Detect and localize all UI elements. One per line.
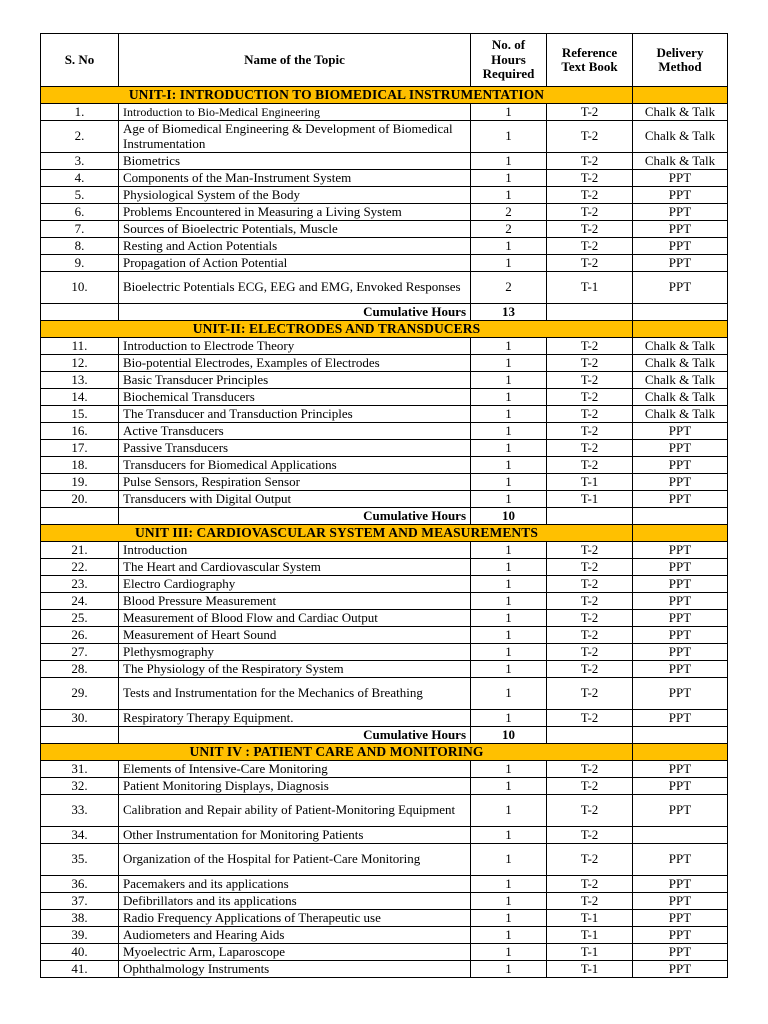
cumulative-hours-row: [41, 304, 728, 321]
reference-cell: T-2: [547, 827, 633, 844]
serial-number-cell: 19.: [41, 474, 119, 491]
serial-number-cell: 3.: [41, 153, 119, 170]
cumulative-hours-value: 10: [471, 508, 547, 525]
hours-cell: 1: [471, 559, 547, 576]
topic-cell: Myoelectric Arm, Laparoscope: [119, 944, 471, 961]
topic-cell: Defibrillators and its applications: [119, 893, 471, 910]
topic-cell: Sources of Bioelectric Potentials, Muscle: [119, 221, 471, 238]
hours-cell: 1: [471, 338, 547, 355]
topic-cell: Propagation of Action Potential: [119, 255, 471, 272]
serial-number-cell: 25.: [41, 610, 119, 627]
table-row: [41, 338, 728, 355]
table-row: [41, 893, 728, 910]
topic-cell: Components of the Man-Instrument System: [119, 170, 471, 187]
delivery-method-cell: PPT: [633, 961, 728, 978]
delivery-method-cell: Chalk & Talk: [633, 389, 728, 406]
reference-cell: T-2: [547, 170, 633, 187]
serial-number-cell: 31.: [41, 761, 119, 778]
topic-cell: Audiometers and Hearing Aids: [119, 927, 471, 944]
topic-cell: Biochemical Transducers: [119, 389, 471, 406]
header-topic: Name of the Topic: [119, 34, 471, 87]
reference-cell: T-2: [547, 678, 633, 710]
header-reference: Reference Text Book: [547, 34, 633, 87]
hours-cell: 1: [471, 961, 547, 978]
hours-cell: 1: [471, 423, 547, 440]
delivery-method-cell: PPT: [633, 644, 728, 661]
topic-cell: Age of Biomedical Engineering & Development of Biomedical Instrumentation: [119, 121, 471, 153]
unit-heading-blank-cell: [633, 744, 728, 761]
hours-cell: 1: [471, 153, 547, 170]
topic-cell: Physiological System of the Body: [119, 187, 471, 204]
unit-heading-blank-cell: [633, 321, 728, 338]
table-row: [41, 559, 728, 576]
hours-cell: 1: [471, 440, 547, 457]
table-row: [41, 372, 728, 389]
serial-number-cell: 41.: [41, 961, 119, 978]
reference-cell: T-2: [547, 761, 633, 778]
serial-number-cell: 29.: [41, 678, 119, 710]
hours-cell: 1: [471, 827, 547, 844]
unit-title: UNIT III: CARDIOVASCULAR SYSTEM AND MEASUREMENTS: [41, 525, 633, 542]
header-hours: No. of Hours Required: [471, 34, 547, 87]
reference-cell: T-1: [547, 927, 633, 944]
serial-number-cell: 20.: [41, 491, 119, 508]
serial-number-cell: 36.: [41, 876, 119, 893]
table-body: [41, 87, 728, 978]
table-row: [41, 627, 728, 644]
reference-cell: T-2: [547, 121, 633, 153]
delivery-method-cell: PPT: [633, 170, 728, 187]
delivery-method-cell: Chalk & Talk: [633, 355, 728, 372]
table-row: [41, 542, 728, 559]
hours-cell: 1: [471, 944, 547, 961]
reference-cell: T-2: [547, 778, 633, 795]
serial-number-cell: 37.: [41, 893, 119, 910]
table-row: [41, 440, 728, 457]
delivery-method-cell: PPT: [633, 761, 728, 778]
header-delivery: Delivery Method: [633, 34, 728, 87]
serial-number-cell: 33.: [41, 795, 119, 827]
unit-title: UNIT-II: ELECTRODES AND TRANSDUCERS: [41, 321, 633, 338]
topic-cell: Respiratory Therapy Equipment.: [119, 710, 471, 727]
hours-cell: 1: [471, 910, 547, 927]
delivery-method-cell: PPT: [633, 238, 728, 255]
hours-cell: 1: [471, 406, 547, 423]
table-row: [41, 576, 728, 593]
hours-cell: 1: [471, 542, 547, 559]
serial-number-cell: 23.: [41, 576, 119, 593]
topic-cell: Passive Transducers: [119, 440, 471, 457]
table-row: [41, 121, 728, 153]
serial-number-cell: 18.: [41, 457, 119, 474]
delivery-method-cell: PPT: [633, 778, 728, 795]
reference-cell: T-2: [547, 610, 633, 627]
topic-cell: Tests and Instrumentation for the Mechanics of Breathing: [119, 678, 471, 710]
cumulative-blank-cell: [633, 508, 728, 525]
hours-cell: 1: [471, 761, 547, 778]
table-row: [41, 644, 728, 661]
cumulative-blank-cell: [41, 304, 119, 321]
hours-cell: 1: [471, 457, 547, 474]
topic-cell: Bio-potential Electrodes, Examples of Electrodes: [119, 355, 471, 372]
table-row: [41, 593, 728, 610]
delivery-method-cell: PPT: [633, 457, 728, 474]
table-row: [41, 876, 728, 893]
table-row: [41, 170, 728, 187]
serial-number-cell: 9.: [41, 255, 119, 272]
hours-cell: 1: [471, 576, 547, 593]
hours-cell: 1: [471, 778, 547, 795]
table-row: [41, 238, 728, 255]
serial-number-cell: 21.: [41, 542, 119, 559]
table-row: [41, 761, 728, 778]
serial-number-cell: 17.: [41, 440, 119, 457]
reference-cell: T-1: [547, 474, 633, 491]
table-row: [41, 255, 728, 272]
topic-cell: Introduction to Bio-Medical Engineering: [119, 104, 471, 121]
delivery-method-cell: PPT: [633, 576, 728, 593]
delivery-method-cell: Chalk & Talk: [633, 372, 728, 389]
delivery-method-cell: PPT: [633, 944, 728, 961]
delivery-method-cell: PPT: [633, 910, 728, 927]
table-row: [41, 406, 728, 423]
unit-heading-blank-cell: [633, 87, 728, 104]
reference-cell: T-2: [547, 440, 633, 457]
serial-number-cell: 10.: [41, 272, 119, 304]
reference-cell: T-2: [547, 255, 633, 272]
lesson-plan-table: [40, 33, 728, 978]
table-row: [41, 355, 728, 372]
hours-cell: 1: [471, 661, 547, 678]
reference-cell: T-2: [547, 893, 633, 910]
hours-cell: 1: [471, 610, 547, 627]
reference-cell: T-2: [547, 457, 633, 474]
table-row: [41, 778, 728, 795]
table-row: [41, 474, 728, 491]
reference-cell: T-1: [547, 910, 633, 927]
serial-number-cell: 26.: [41, 627, 119, 644]
hours-cell: 1: [471, 104, 547, 121]
topic-cell: Active Transducers: [119, 423, 471, 440]
delivery-method-cell: Chalk & Talk: [633, 121, 728, 153]
serial-number-cell: 27.: [41, 644, 119, 661]
table-row: [41, 827, 728, 844]
hours-cell: 1: [471, 491, 547, 508]
reference-cell: T-2: [547, 576, 633, 593]
topic-cell: Measurement of Heart Sound: [119, 627, 471, 644]
table-row: [41, 710, 728, 727]
hours-cell: 1: [471, 876, 547, 893]
topic-cell: Organization of the Hospital for Patient-Care Monitoring: [119, 844, 471, 876]
delivery-method-cell: PPT: [633, 661, 728, 678]
reference-cell: T-2: [547, 221, 633, 238]
reference-cell: T-2: [547, 710, 633, 727]
topic-cell: The Transducer and Transduction Principles: [119, 406, 471, 423]
table-row: [41, 944, 728, 961]
header-row: [41, 34, 728, 87]
cumulative-blank-cell: [633, 304, 728, 321]
unit-title: UNIT IV : PATIENT CARE AND MONITORING: [41, 744, 633, 761]
topic-cell: Introduction to Electrode Theory: [119, 338, 471, 355]
reference-cell: T-1: [547, 491, 633, 508]
serial-number-cell: 11.: [41, 338, 119, 355]
table-row: [41, 187, 728, 204]
serial-number-cell: 7.: [41, 221, 119, 238]
serial-number-cell: 39.: [41, 927, 119, 944]
serial-number-cell: 28.: [41, 661, 119, 678]
hours-cell: 1: [471, 893, 547, 910]
serial-number-cell: 6.: [41, 204, 119, 221]
reference-cell: T-2: [547, 187, 633, 204]
topic-cell: Measurement of Blood Flow and Cardiac Output: [119, 610, 471, 627]
table-row: [41, 795, 728, 827]
topic-cell: The Heart and Cardiovascular System: [119, 559, 471, 576]
topic-cell: Basic Transducer Principles: [119, 372, 471, 389]
cumulative-hours-label: Cumulative Hours: [119, 508, 471, 525]
cumulative-blank-cell: [547, 727, 633, 744]
hours-cell: 1: [471, 795, 547, 827]
delivery-method-cell: Chalk & Talk: [633, 406, 728, 423]
topic-cell: Other Instrumentation for Monitoring Patients: [119, 827, 471, 844]
table-row: [41, 423, 728, 440]
delivery-method-cell: PPT: [633, 559, 728, 576]
unit-heading-row: [41, 87, 728, 104]
serial-number-cell: 24.: [41, 593, 119, 610]
hours-cell: 1: [471, 678, 547, 710]
cumulative-blank-cell: [41, 727, 119, 744]
cumulative-hours-value: 13: [471, 304, 547, 321]
reference-cell: T-2: [547, 423, 633, 440]
delivery-method-cell: PPT: [633, 593, 728, 610]
reference-cell: T-1: [547, 272, 633, 304]
hours-cell: 2: [471, 272, 547, 304]
hours-cell: 1: [471, 593, 547, 610]
reference-cell: T-2: [547, 238, 633, 255]
topic-cell: Biometrics: [119, 153, 471, 170]
topic-cell: Radio Frequency Applications of Therapeutic use: [119, 910, 471, 927]
reference-cell: T-2: [547, 338, 633, 355]
reference-cell: T-2: [547, 627, 633, 644]
delivery-method-cell: PPT: [633, 440, 728, 457]
delivery-method-cell: PPT: [633, 204, 728, 221]
table-row: [41, 610, 728, 627]
reference-cell: T-1: [547, 961, 633, 978]
topic-cell: Ophthalmology Instruments: [119, 961, 471, 978]
reference-cell: T-2: [547, 542, 633, 559]
reference-cell: T-2: [547, 372, 633, 389]
delivery-method-cell: PPT: [633, 795, 728, 827]
unit-heading-row: [41, 744, 728, 761]
reference-cell: T-2: [547, 406, 633, 423]
topic-cell: The Physiology of the Respiratory System: [119, 661, 471, 678]
reference-cell: T-2: [547, 844, 633, 876]
table-row: [41, 457, 728, 474]
topic-cell: Pacemakers and its applications: [119, 876, 471, 893]
unit-heading-blank-cell: [633, 525, 728, 542]
serial-number-cell: 30.: [41, 710, 119, 727]
hours-cell: 1: [471, 644, 547, 661]
hours-cell: 1: [471, 474, 547, 491]
hours-cell: 1: [471, 844, 547, 876]
unit-title: UNIT-I: INTRODUCTION TO BIOMEDICAL INSTRUMENTATION: [41, 87, 633, 104]
hours-cell: 1: [471, 372, 547, 389]
unit-heading-row: [41, 321, 728, 338]
hours-cell: 1: [471, 927, 547, 944]
cumulative-blank-cell: [633, 727, 728, 744]
serial-number-cell: 5.: [41, 187, 119, 204]
delivery-method-cell: PPT: [633, 610, 728, 627]
delivery-method-cell: PPT: [633, 272, 728, 304]
cumulative-hours-row: [41, 727, 728, 744]
hours-cell: 1: [471, 255, 547, 272]
reference-cell: T-2: [547, 593, 633, 610]
delivery-method-cell: PPT: [633, 627, 728, 644]
table-row: [41, 661, 728, 678]
serial-number-cell: 34.: [41, 827, 119, 844]
cumulative-hours-value: 10: [471, 727, 547, 744]
table-row: [41, 678, 728, 710]
delivery-method-cell: Chalk & Talk: [633, 104, 728, 121]
hours-cell: 2: [471, 221, 547, 238]
reference-cell: T-2: [547, 876, 633, 893]
hours-cell: 1: [471, 121, 547, 153]
reference-cell: T-2: [547, 355, 633, 372]
cumulative-blank-cell: [41, 508, 119, 525]
delivery-method-cell: PPT: [633, 474, 728, 491]
delivery-method-cell: PPT: [633, 678, 728, 710]
delivery-method-cell: PPT: [633, 893, 728, 910]
serial-number-cell: 22.: [41, 559, 119, 576]
delivery-method-cell: PPT: [633, 221, 728, 238]
serial-number-cell: 16.: [41, 423, 119, 440]
serial-number-cell: 1.: [41, 104, 119, 121]
serial-number-cell: 14.: [41, 389, 119, 406]
topic-cell: Transducers with Digital Output: [119, 491, 471, 508]
cumulative-hours-label: Cumulative Hours: [119, 304, 471, 321]
table-row: [41, 153, 728, 170]
delivery-method-cell: PPT: [633, 844, 728, 876]
delivery-method-cell: PPT: [633, 542, 728, 559]
serial-number-cell: 13.: [41, 372, 119, 389]
hours-cell: 1: [471, 238, 547, 255]
reference-cell: T-1: [547, 944, 633, 961]
serial-number-cell: 12.: [41, 355, 119, 372]
topic-cell: Transducers for Biomedical Applications: [119, 457, 471, 474]
delivery-method-cell: PPT: [633, 423, 728, 440]
unit-heading-row: [41, 525, 728, 542]
serial-number-cell: 40.: [41, 944, 119, 961]
topic-cell: Resting and Action Potentials: [119, 238, 471, 255]
topic-cell: Patient Monitoring Displays, Diagnosis: [119, 778, 471, 795]
topic-cell: Electro Cardiography: [119, 576, 471, 593]
hours-cell: 1: [471, 389, 547, 406]
delivery-method-cell: [633, 827, 728, 844]
topic-cell: Problems Encountered in Measuring a Living System: [119, 204, 471, 221]
table-row: [41, 927, 728, 944]
topic-cell: Calibration and Repair ability of Patient-Monitoring Equipment: [119, 795, 471, 827]
table-row: [41, 491, 728, 508]
reference-cell: T-2: [547, 104, 633, 121]
delivery-method-cell: PPT: [633, 927, 728, 944]
cumulative-hours-label: Cumulative Hours: [119, 727, 471, 744]
topic-cell: Introduction: [119, 542, 471, 559]
delivery-method-cell: PPT: [633, 255, 728, 272]
table-row: [41, 389, 728, 406]
header-sno: S. No: [41, 34, 119, 87]
serial-number-cell: 32.: [41, 778, 119, 795]
serial-number-cell: 35.: [41, 844, 119, 876]
delivery-method-cell: PPT: [633, 491, 728, 508]
cumulative-blank-cell: [547, 508, 633, 525]
delivery-method-cell: Chalk & Talk: [633, 338, 728, 355]
serial-number-cell: 2.: [41, 121, 119, 153]
topic-cell: Plethysmography: [119, 644, 471, 661]
topic-cell: Bioelectric Potentials ECG, EEG and EMG, Envoked Responses: [119, 272, 471, 304]
table-row: [41, 221, 728, 238]
delivery-method-cell: PPT: [633, 876, 728, 893]
table-row: [41, 104, 728, 121]
hours-cell: 1: [471, 355, 547, 372]
cumulative-hours-row: [41, 508, 728, 525]
table-row: [41, 844, 728, 876]
hours-cell: 1: [471, 170, 547, 187]
table-row: [41, 910, 728, 927]
cumulative-blank-cell: [547, 304, 633, 321]
delivery-method-cell: Chalk & Talk: [633, 153, 728, 170]
table-row: [41, 272, 728, 304]
delivery-method-cell: PPT: [633, 187, 728, 204]
reference-cell: T-2: [547, 795, 633, 827]
serial-number-cell: 8.: [41, 238, 119, 255]
table-row: [41, 204, 728, 221]
topic-cell: Elements of Intensive-Care Monitoring: [119, 761, 471, 778]
reference-cell: T-2: [547, 661, 633, 678]
reference-cell: T-2: [547, 559, 633, 576]
reference-cell: T-2: [547, 644, 633, 661]
hours-cell: 1: [471, 710, 547, 727]
serial-number-cell: 4.: [41, 170, 119, 187]
table-row: [41, 961, 728, 978]
reference-cell: T-2: [547, 153, 633, 170]
hours-cell: 2: [471, 204, 547, 221]
serial-number-cell: 38.: [41, 910, 119, 927]
hours-cell: 1: [471, 627, 547, 644]
topic-cell: Blood Pressure Measurement: [119, 593, 471, 610]
delivery-method-cell: PPT: [633, 710, 728, 727]
reference-cell: T-2: [547, 204, 633, 221]
reference-cell: T-2: [547, 389, 633, 406]
hours-cell: 1: [471, 187, 547, 204]
serial-number-cell: 15.: [41, 406, 119, 423]
topic-cell: Pulse Sensors, Respiration Sensor: [119, 474, 471, 491]
